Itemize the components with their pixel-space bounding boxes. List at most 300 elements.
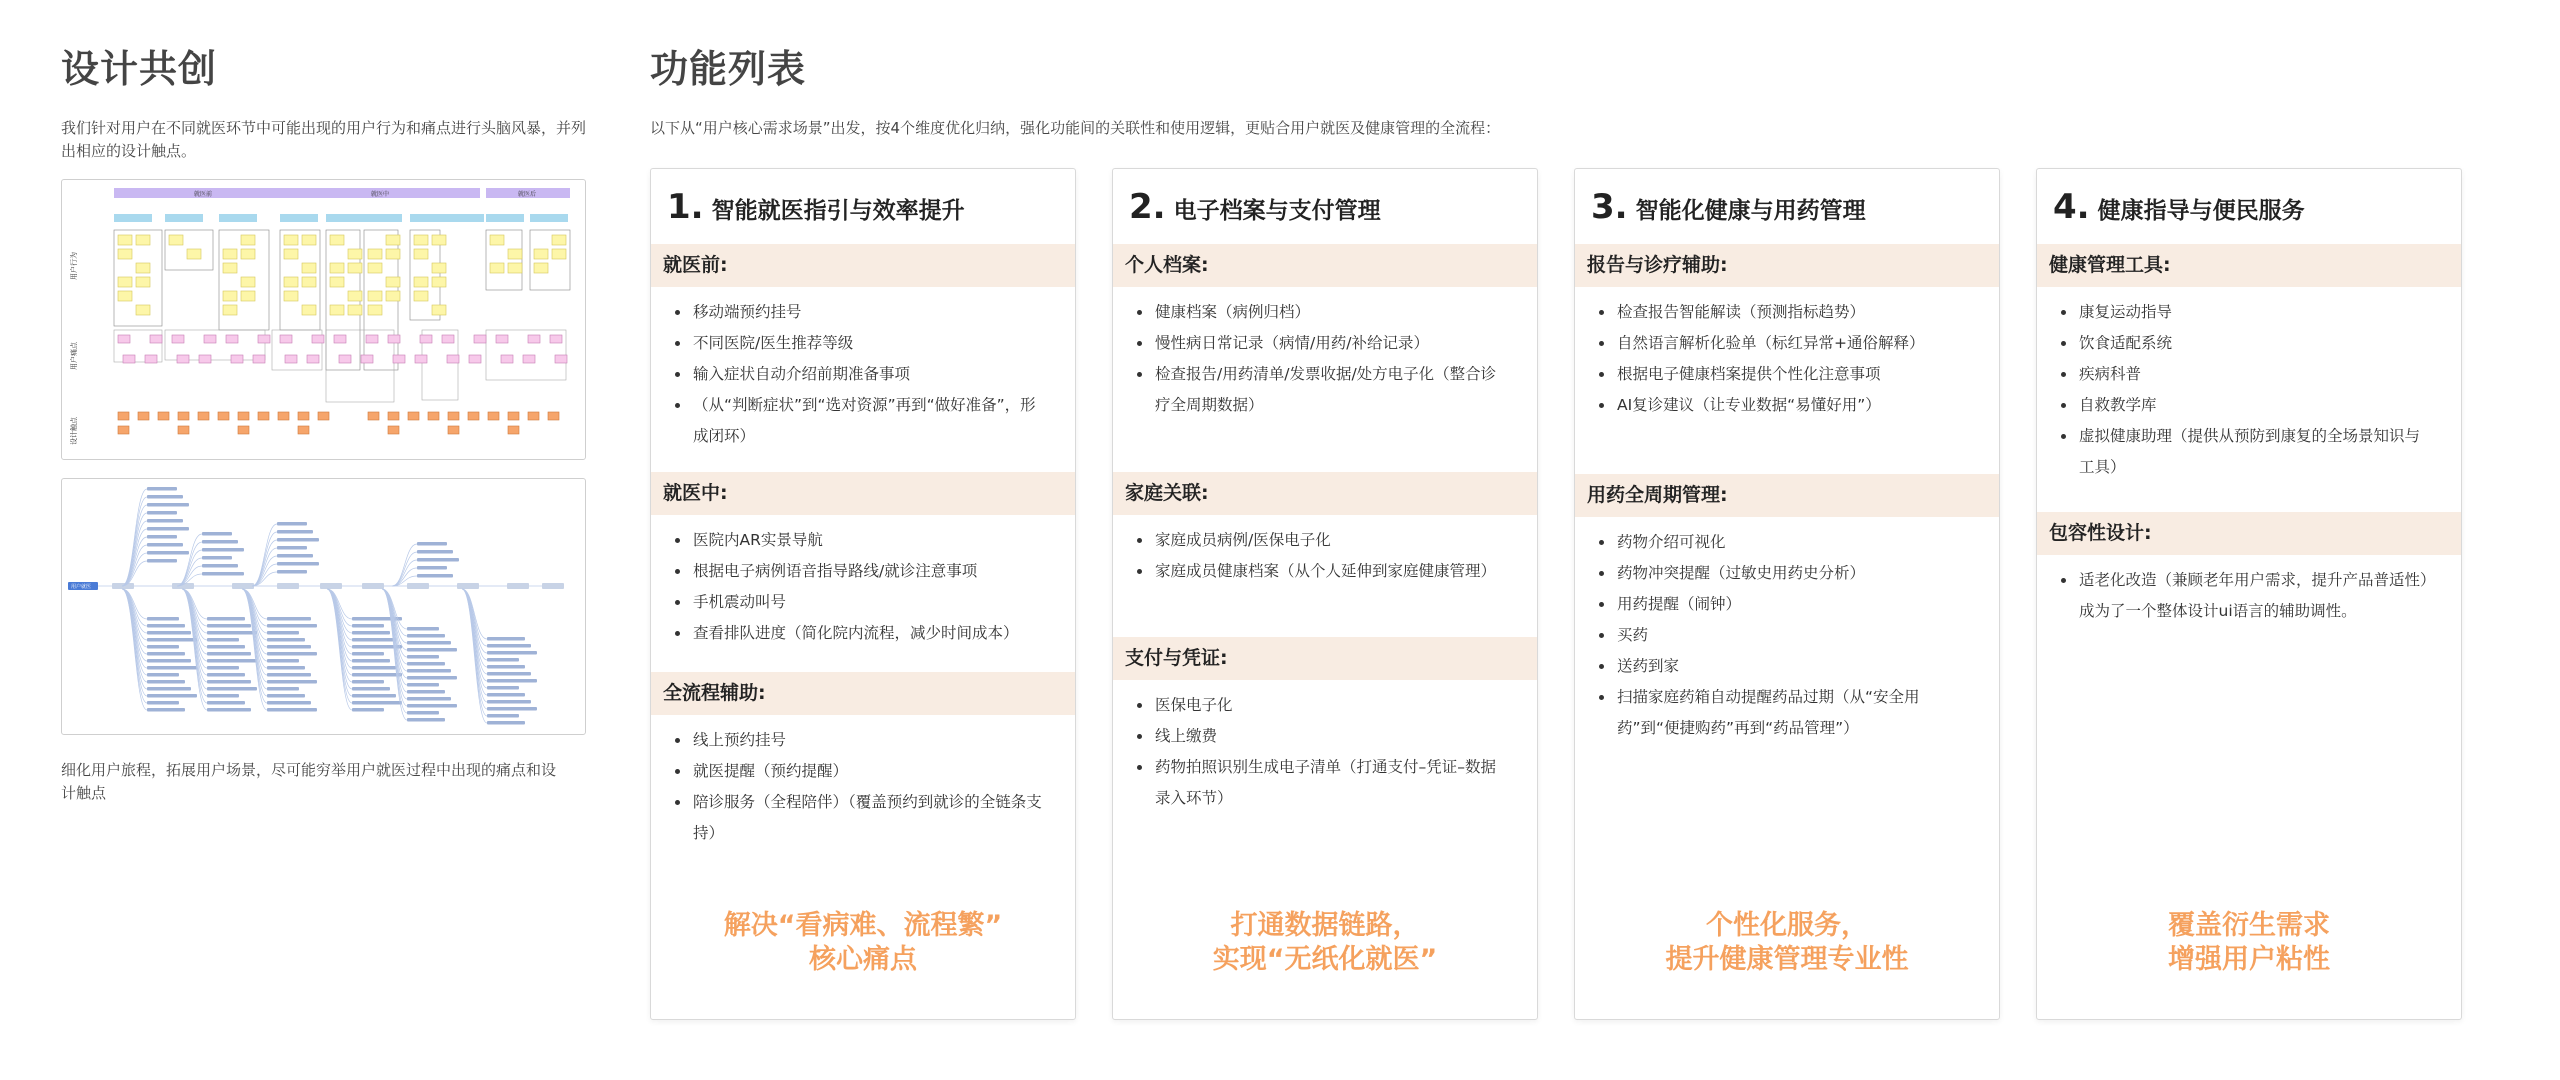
sticky-note [223,249,237,259]
mindmap-node [487,700,531,704]
sticky-note [528,335,540,343]
list-item: 虚拟健康助理（提供从预防到康复的全场景知识与工具） [2057,421,2431,483]
mindmap-node [147,701,179,705]
sticky-note [123,355,135,363]
step-header [364,214,402,222]
mindmap-node [487,707,537,711]
mindmap-node [407,655,439,659]
sticky-note [284,235,298,245]
mindmap-node [147,527,189,531]
sticky-note [447,355,459,363]
mindmap-node [147,645,179,649]
mindmap-node [207,680,251,684]
sticky-note [523,355,535,363]
mindmap-link [182,589,207,668]
section-list [1113,515,1537,587]
mindmap-node [207,659,257,663]
sticky-note [307,355,319,363]
mindmap-node [487,665,525,669]
mindmap-node [417,574,453,578]
mindmap-node [407,583,429,589]
list-item: 查看排队进度（简化院内流程，减少时间成本） [671,618,1045,649]
step-header [446,214,484,222]
sticky-note [388,335,400,343]
sticky-note [448,426,459,434]
sticky-note [488,412,499,420]
mindmap-node [267,659,299,663]
mindmap-node [207,624,251,628]
mindmap-link [462,589,487,688]
journey-caption: 细化用户旅程，拓展用户场景，尽可能穷举用户就医过程中出现的痛点和设计触点 [61,761,557,802]
mindmap-link [327,589,352,668]
list-item: 健康档案（病例归档） [1133,297,1507,328]
mindmap-node [417,550,453,554]
mindmap-node [277,522,307,526]
mindmap-node [207,673,245,677]
sticky-note [368,305,382,315]
sticky-note [448,412,459,420]
mindmap-link [242,589,267,682]
mindmap-node [487,693,525,697]
mindmap-node [487,721,525,725]
step-header [326,214,364,222]
mindmap-link [462,589,487,681]
sticky-note [496,335,508,343]
sticky-note [298,426,309,434]
mindmap-link [177,558,202,586]
feature-card-2 [1112,168,1538,1020]
sticky-note [414,277,428,287]
list-item: 药物介绍可视化 [1595,527,1969,558]
mindmap-node [277,562,319,566]
mindmap-node [202,548,244,552]
section-heading: 就医前: [651,244,1075,287]
sticky-note [223,263,237,273]
sticky-note [393,355,405,363]
design-cocreation-panel [61,38,586,805]
card-heading: 电子档案与支付管理 [1173,198,1381,224]
mindmap-node [207,687,257,691]
sticky-note [548,412,559,420]
slogan-line: 解决“看病难、流程繁” [723,910,1003,941]
sticky-note [368,263,382,273]
mindmap-link [177,550,202,586]
list-item: 自然语言解析化验单（标红异常+通俗解释） [1595,328,1969,359]
mindmap-link [382,589,407,699]
sticky-note [386,249,400,259]
card-title [1129,187,1381,231]
card-number: 4. [2053,187,2090,227]
card-slogan [1113,909,1537,977]
sticky-note [218,412,229,420]
sticky-note [145,355,157,363]
mindmap-node [352,638,396,642]
list-item: 扫描家庭药箱自动提醒药品过期（从“安全用药”到“便捷购药”再到“药品管理”） [1595,682,1969,744]
mindmap-node [267,687,299,691]
list-item: 送药到家 [1595,651,1969,682]
mindmap-node [487,651,537,655]
sticky-note [187,249,201,259]
section-heading: 个人档案: [1113,244,1537,287]
mindmap-node [352,666,396,670]
mindmap-node [277,530,313,534]
section-title-features: 功能列表 [650,47,807,91]
sticky-note [508,263,522,273]
mindmap-node [487,679,537,683]
mindmap-node [352,694,396,698]
sticky-note [150,335,162,343]
sticky-note [178,412,189,420]
sticky-note [414,249,428,259]
mindmap-node [407,704,457,708]
section-heading: 家庭关联: [1113,472,1537,515]
mindmap-link [122,589,147,682]
mindmap-node [267,680,317,684]
sticky-note [415,355,427,363]
list-item: 输入症状自动介绍前期准备事项 [671,359,1045,390]
mindmap-node [202,564,238,568]
row-label: 用户痛点 [70,342,78,370]
journey-map-graphic [62,180,586,460]
sticky-note [330,305,344,315]
sticky-note [368,291,382,301]
mindmap-node [277,583,299,589]
mindmap-node [267,666,305,670]
mindmap-link [177,542,202,586]
sticky-note [253,355,265,363]
mindmap-node [147,543,183,547]
list-item: 线上缴费 [1133,721,1507,752]
sticky-note [280,335,292,343]
mindmap-node [202,540,238,544]
mindmap-node [407,641,451,645]
mindmap-graphic [62,479,586,735]
mindmap-node [407,711,439,715]
card-number: 2. [1129,187,1166,227]
mindmap-node [147,487,177,491]
mindmap-node [407,676,457,680]
mindmap-node [267,638,305,642]
list-item: 就医提醒（预约提醒） [671,756,1045,787]
list-item: 不同医院/医生推荐等级 [671,328,1045,359]
row-label: 设计触点 [70,417,78,445]
mindmap-link [462,589,487,723]
sticky-note [368,249,382,259]
sticky-note [138,412,149,420]
mindmap-node [407,718,445,722]
mindmap-node [320,583,342,589]
mindmap-link [122,589,147,675]
slogan-line: 覆盖衍生需求 [2168,910,2330,941]
mindmap-node [277,570,307,574]
mindmap-node [207,652,251,656]
slogan-line: 实现“无纸化就医” [1212,944,1438,975]
sticky-note [118,426,129,434]
mindmap-link [382,589,407,671]
sticky-note [169,235,183,245]
mindmap-node [147,631,191,635]
mindmap-node [267,645,311,649]
section-list [651,715,1075,849]
cocreation-description: 我们针对用户在不同就医环节中可能出现的用户行为和痛点进行头脑风暴，并列出相应的设计触点。 [61,119,587,160]
sticky-note [223,291,237,301]
mindmap-node [147,673,179,677]
list-item: 适老化改造（兼顾老年用户需求，提升产品普适性）成为了一个整体设计ui语言的辅助调性。 [2057,565,2431,627]
sticky-note [366,335,378,343]
mindmap-node [352,680,384,684]
mindmap-node [407,669,451,673]
sticky-note [241,291,255,301]
mindmap-node [507,583,529,589]
sticky-note [241,235,255,245]
sticky-note [118,412,129,420]
mindmap-link [122,489,147,586]
mindmap-link [122,589,147,696]
mindmap-node [147,503,189,507]
section-heading: 全流程辅助: [651,672,1075,715]
sticky-note [348,305,362,315]
list-item: 买药 [1595,620,1969,651]
sticky-note [388,426,399,434]
mindmap-node [207,638,239,642]
list-item: 药物冲突提醒（过敏史用药史分析） [1595,558,1969,589]
mindmap-node [207,694,239,698]
sticky-note [555,355,567,363]
sticky-note [204,335,216,343]
mindmap-link [242,589,267,696]
mindmap-node [542,583,564,589]
sticky-note [198,412,209,420]
mindmap-node [267,631,299,635]
section-list [1575,287,1999,421]
mindmap-node [362,583,384,589]
card-title [1591,187,1866,231]
row-label: 用户行为 [70,252,78,280]
sticky-note [284,249,298,259]
feature-list-panel [650,38,2470,975]
slogan-line: 打通数据链路， [1230,910,1420,941]
mindmap-node [267,701,311,705]
sticky-note [534,249,548,259]
mindmap-node [202,572,244,576]
phase-label: 就医后 [518,191,537,198]
list-item: 陪诊服务（全程陪伴）（覆盖预约到就诊的全链条支持） [671,787,1045,849]
card-heading: 智能就医指引与效率提升 [711,198,965,224]
sticky-note [223,305,237,315]
sticky-note [302,305,316,315]
sticky-note [238,412,249,420]
mindmap-node [407,648,457,652]
sticky-note [318,412,329,420]
sticky-note [508,249,522,259]
sticky-note [386,235,400,245]
section-list [651,515,1075,649]
card-section [1113,637,1537,814]
card-section [2037,512,2461,627]
section-heading: 报告与诊疗辅助: [1575,244,1999,287]
list-item: 家庭成员健康档案（从个人延伸到家庭健康管理） [1133,556,1507,587]
mindmap-node [267,624,317,628]
sticky-note [136,235,150,245]
sticky-note [508,426,519,434]
mindmap-node [267,652,317,656]
card-section [1575,244,1999,421]
mindmap-node [147,617,179,621]
mindmap-node [147,519,183,523]
card-section [1113,472,1537,587]
sticky-note [118,291,132,301]
feature-card-3 [1574,168,2000,1020]
sticky-note [278,412,289,420]
list-item: 线上预约挂号 [671,725,1045,756]
sticky-note [490,263,504,273]
card-number: 1. [667,187,704,227]
list-item: 自救教学库 [2057,390,2431,421]
sticky-note [388,412,399,420]
sticky-note [432,305,446,315]
mindmap-link [382,589,407,685]
sticky-note [231,355,243,363]
mindmap-node [407,662,445,666]
sticky-note [158,412,169,420]
card-slogan [2037,909,2461,977]
section-list [2037,287,2461,483]
card-heading: 健康指导与便民服务 [2097,198,2305,224]
sticky-note [118,249,132,259]
section-heading: 支付与凭证: [1113,637,1537,680]
mindmap-node [232,583,254,589]
phase-label: 就医前 [194,191,213,198]
list-item: 医保电子化 [1133,690,1507,721]
mindmap-link [392,544,417,586]
mindmap-node [202,532,232,536]
mindmap-node [147,687,191,691]
section-list [651,287,1075,452]
slogan-line: 增强用户粘性 [2168,944,2330,975]
sticky-note [136,263,150,273]
sticky-note [258,412,269,420]
card-section [1113,244,1537,421]
mindmap-link [242,589,267,668]
mindmap-link [462,589,487,695]
mindmap-link [122,513,147,586]
card-title [2053,187,2305,231]
sticky-note [474,335,486,343]
sticky-note [468,412,479,420]
card-section [2037,244,2461,483]
slogan-line: 个性化服务， [1706,910,1868,941]
list-item: 医院内AR实景导航 [671,525,1045,556]
sticky-note [118,235,132,245]
sticky-note [550,335,562,343]
step-header [165,214,203,222]
slogan-line: 核心痛点 [809,944,917,975]
step-header [280,214,318,222]
mindmap-node [352,701,402,705]
list-item: 手机震动叫号 [671,587,1045,618]
sticky-note [199,355,211,363]
list-item: 家庭成员病例/医保电子化 [1133,525,1507,556]
step-header [410,214,448,222]
section-heading: 就医中: [651,472,1075,515]
sticky-note [432,235,446,245]
mindmap-node [207,701,245,705]
sticky-note [238,426,249,434]
mindmap-thumbnail [61,478,586,735]
card-slogan [1575,909,1999,977]
list-item: AI复诊建议（让专业数据“易懂好用”） [1595,390,1969,421]
section-list [1113,287,1537,421]
list-item: 用药提醒（闹钟） [1595,589,1969,620]
sticky-note [339,355,351,363]
sticky-note [414,235,428,245]
features-description: 以下从“用户核心需求场景”出发，按4个维度优化归纳，强化功能间的关联性和使用逻辑，更贴合用户就医及健康管理的全流程： [650,119,1501,137]
sticky-note [508,412,519,420]
sticky-note [414,291,428,301]
mindmap-node [417,566,447,570]
mindmap-node [352,631,390,635]
sticky-note [136,277,150,287]
sticky-note [348,291,362,301]
list-item: 慢性病日常记录（病情/用药/补给记录） [1133,328,1507,359]
mindmap-node [207,666,239,670]
card-number: 3. [1591,187,1628,227]
sticky-note [330,235,344,245]
mindmap-link [177,534,202,586]
sticky-note [420,335,432,343]
step-header [486,214,524,222]
sticky-note [469,355,481,363]
sticky-note [284,291,298,301]
sticky-note [334,335,346,343]
mindmap-node [207,645,245,649]
mindmap-node [147,652,185,656]
sticky-note [330,277,344,287]
feature-card-4 [2036,168,2462,1020]
slogan-line: 提升健康管理专业性 [1665,944,1909,975]
sticky-note [302,235,316,245]
mindmap-node [207,617,245,621]
mindmap-node [147,624,185,628]
sticky-note [348,249,362,259]
mindmap-node [267,694,305,698]
sticky-note [552,249,566,259]
list-item: 根据电子健康档案提供个性化注意事项 [1595,359,1969,390]
mindmap-node [147,708,185,712]
sticky-note [285,355,297,363]
section-heading: 用药全周期管理: [1575,474,1999,517]
sticky-note [361,355,373,363]
section-list [1113,680,1537,814]
mindmap-node [147,638,197,642]
mindmap-node [487,672,531,676]
card-section [651,672,1075,849]
sticky-note [241,249,255,259]
mindmap-node [207,631,257,635]
journey-map-thumbnail [61,179,586,460]
mindmap-link [122,589,147,668]
section-heading: 包容性设计: [2037,512,2461,555]
mindmap-root-label: 用户就医 [71,584,92,590]
mindmap-node [487,644,531,648]
card-title [667,187,965,231]
sticky-note [432,263,446,273]
mindmap-link [252,532,277,586]
sticky-note [302,277,316,287]
sticky-note [552,235,566,245]
sticky-note [118,335,130,343]
mindmap-node [147,659,191,663]
